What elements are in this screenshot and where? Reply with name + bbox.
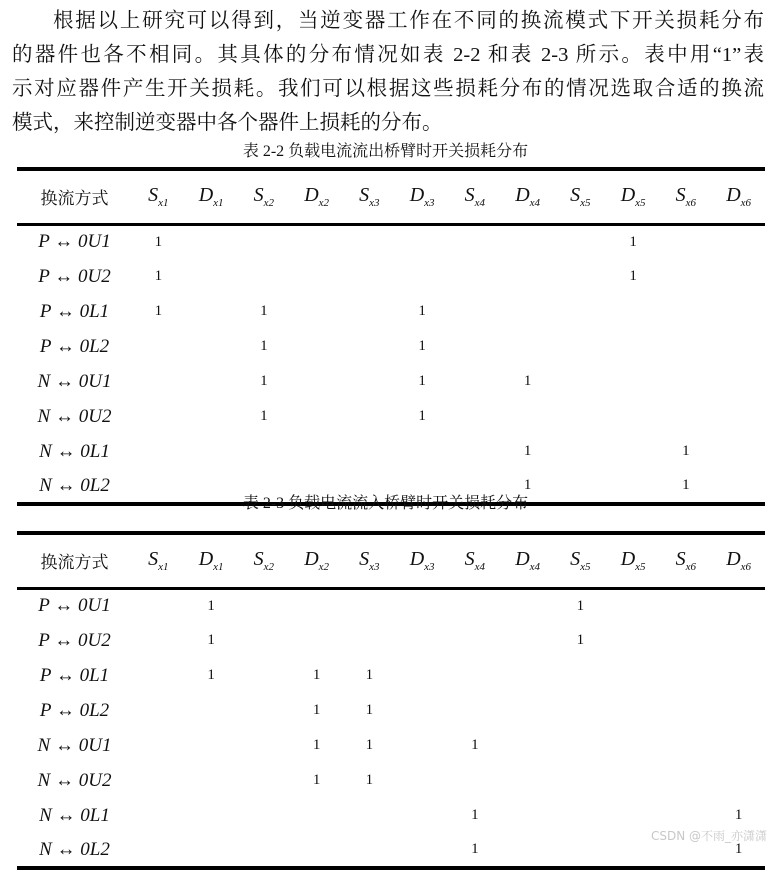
loss-cell <box>185 364 238 399</box>
loss-cell: 1 <box>734 841 743 857</box>
loss-cell <box>501 399 554 434</box>
loss-cell <box>554 693 607 728</box>
body-paragraph <box>12 4 764 140</box>
loss-cell <box>185 434 238 469</box>
loss-cell <box>449 364 502 399</box>
loss-cell <box>501 728 554 763</box>
header-device <box>185 169 238 224</box>
loss-cell <box>343 364 396 399</box>
loss-cell <box>132 399 185 434</box>
loss-cell <box>554 798 607 833</box>
device-subscript: x3 <box>424 197 435 210</box>
loss-cell <box>238 798 291 833</box>
loss-cell: 1 <box>260 408 268 424</box>
loss-cell: 1 <box>471 841 479 857</box>
mode-label: P ↔ 0L2 <box>39 699 110 721</box>
mode-label: N ↔ 0L1 <box>39 804 110 826</box>
loss-cell <box>712 224 765 259</box>
loss-cell <box>660 399 713 434</box>
loss-cell <box>501 259 554 294</box>
table-row <box>17 763 765 798</box>
loss-cell <box>132 658 185 693</box>
loss-cell <box>660 364 713 399</box>
header-device <box>449 533 502 588</box>
header-device <box>132 169 185 224</box>
loss-cell <box>396 798 449 833</box>
loss-cell: 1 <box>312 702 321 718</box>
header-device <box>132 533 185 588</box>
loss-cell <box>501 329 554 364</box>
watermark: CSDN @不雨_亦潇潇 <box>650 829 767 843</box>
loss-cell <box>238 623 291 658</box>
device-symbol: D <box>198 548 214 571</box>
device-symbol: S <box>464 548 475 571</box>
loss-cell: 1 <box>682 477 690 493</box>
loss-cell: 1 <box>629 233 637 250</box>
loss-cell <box>396 224 449 259</box>
loss-cell <box>343 399 396 434</box>
mode-label: N ↔ 0U1 <box>37 734 112 756</box>
loss-cell <box>554 833 607 868</box>
loss-cell: 1 <box>260 373 268 389</box>
device-subscript: x2 <box>263 197 275 210</box>
loss-cell: 1 <box>365 772 374 788</box>
loss-cell <box>660 224 713 259</box>
table-2-2 <box>17 167 765 506</box>
loss-cell <box>132 728 185 763</box>
loss-cell <box>185 833 238 868</box>
header-device <box>607 169 660 224</box>
loss-cell: 1 <box>576 632 585 648</box>
header-device <box>238 533 291 588</box>
loss-cell <box>449 763 502 798</box>
header-device <box>185 533 238 588</box>
loss-cell <box>607 329 660 364</box>
loss-cell <box>449 434 502 469</box>
device-subscript: x1 <box>158 197 169 210</box>
device-symbol: S <box>359 548 370 571</box>
device-symbol: D <box>620 184 636 207</box>
loss-cell <box>501 798 554 833</box>
loss-cell: 1 <box>418 373 426 389</box>
table-row <box>17 728 765 763</box>
device-subscript: x2 <box>263 561 275 574</box>
loss-cell <box>343 588 396 623</box>
mode-label: P ↔ 0U1 <box>38 231 111 253</box>
loss-cell <box>554 763 607 798</box>
loss-cell <box>607 434 660 469</box>
device-symbol: S <box>675 548 686 571</box>
loss-cell <box>660 259 713 294</box>
loss-cell <box>396 833 449 868</box>
table-2-3 <box>17 531 765 870</box>
loss-cell <box>396 434 449 469</box>
paragraph-line: 示对应器件产生开关损耗。我们可以根据这些损耗分布的情况选取合适的换流 <box>12 78 764 100</box>
loss-cell <box>712 763 765 798</box>
header-device <box>660 533 713 588</box>
loss-cell <box>712 693 765 728</box>
loss-cell <box>396 693 449 728</box>
device-symbol: S <box>570 184 581 207</box>
device-subscript: x3 <box>369 561 380 574</box>
device-symbol: D <box>620 548 636 571</box>
loss-cell <box>660 658 713 693</box>
loss-cell: 1 <box>576 597 585 614</box>
loss-cell <box>343 259 396 294</box>
loss-cell <box>132 329 185 364</box>
device-symbol: D <box>515 184 530 207</box>
loss-cell <box>660 294 713 329</box>
loss-cell <box>607 658 660 693</box>
loss-cell <box>238 728 291 763</box>
loss-cell: 1 <box>207 632 215 648</box>
device-symbol: D <box>304 184 319 207</box>
loss-cell <box>343 798 396 833</box>
loss-cell <box>449 658 502 693</box>
table-row <box>17 588 765 623</box>
loss-cell <box>185 798 238 833</box>
mode-label: P ↔ 0L1 <box>39 664 110 686</box>
table-row <box>17 399 765 434</box>
device-subscript: x5 <box>580 561 591 574</box>
loss-cell <box>185 224 238 259</box>
loss-cell <box>396 588 449 623</box>
loss-cell <box>132 763 185 798</box>
loss-cell <box>712 259 765 294</box>
header-device <box>396 533 449 588</box>
header-row <box>17 533 765 588</box>
loss-cell <box>607 623 660 658</box>
loss-cell <box>449 329 502 364</box>
loss-cell <box>501 294 554 329</box>
loss-cell <box>290 833 343 868</box>
loss-cell <box>185 399 238 434</box>
device-subscript: x4 <box>474 561 486 574</box>
loss-cell <box>660 693 713 728</box>
device-subscript: x5 <box>635 197 646 210</box>
table-2-2-caption: 表 2-2 负载电流流出桥臂时开关损耗分布 <box>242 143 529 160</box>
loss-cell <box>396 728 449 763</box>
header-device <box>554 169 607 224</box>
loss-cell <box>501 763 554 798</box>
loss-cell <box>660 728 713 763</box>
loss-cell <box>290 294 343 329</box>
loss-cell: 1 <box>471 807 479 823</box>
header-device <box>501 169 554 224</box>
loss-cell <box>607 728 660 763</box>
device-symbol: S <box>570 548 581 571</box>
paragraph-line: 根据以上研究可以得到，当逆变器工作在不同的换流模式下开关损耗分布 <box>53 10 764 32</box>
loss-cell: 1 <box>523 477 532 493</box>
loss-cell <box>185 763 238 798</box>
loss-cell: 1 <box>523 443 532 459</box>
header-device <box>554 533 607 588</box>
header-device <box>660 169 713 224</box>
header-device <box>290 169 343 224</box>
loss-cell: 1 <box>207 667 215 683</box>
loss-cell: 1 <box>418 303 426 319</box>
loss-cell <box>238 259 291 294</box>
header-device <box>238 169 291 224</box>
header-device <box>343 533 396 588</box>
loss-cell <box>185 728 238 763</box>
device-subscript: x6 <box>740 561 752 574</box>
loss-cell <box>238 658 291 693</box>
device-symbol: D <box>198 184 214 207</box>
header-device <box>607 533 660 588</box>
header-device <box>396 169 449 224</box>
device-symbol: D <box>726 548 741 571</box>
mode-label: P ↔ 0L2 <box>39 335 110 357</box>
loss-cell <box>396 763 449 798</box>
loss-cell <box>554 259 607 294</box>
device-subscript: x6 <box>685 561 697 574</box>
loss-cell <box>449 693 502 728</box>
loss-cell <box>712 658 765 693</box>
loss-cell: 1 <box>365 667 374 683</box>
device-subscript: x3 <box>424 561 435 574</box>
loss-cell <box>343 294 396 329</box>
device-subscript: x2 <box>318 561 330 574</box>
loss-cell: 1 <box>207 597 215 614</box>
device-symbol: S <box>253 184 264 207</box>
device-symbol: S <box>148 548 159 571</box>
loss-cell <box>554 658 607 693</box>
loss-cell <box>660 623 713 658</box>
loss-cell <box>238 588 291 623</box>
loss-cell <box>185 693 238 728</box>
loss-cell <box>607 763 660 798</box>
loss-cell <box>449 588 502 623</box>
mode-label: N ↔ 0U2 <box>37 769 112 791</box>
device-symbol: D <box>515 548 530 571</box>
loss-cell <box>290 329 343 364</box>
loss-cell <box>290 259 343 294</box>
loss-cell <box>343 833 396 868</box>
loss-cell <box>712 364 765 399</box>
loss-cell <box>343 329 396 364</box>
device-subscript: x1 <box>213 561 224 574</box>
loss-cell <box>607 399 660 434</box>
device-subscript: x4 <box>529 561 541 574</box>
loss-cell: 1 <box>312 737 321 753</box>
device-subscript: x4 <box>529 197 541 210</box>
loss-cell <box>712 294 765 329</box>
loss-cell <box>132 833 185 868</box>
loss-cell <box>185 259 238 294</box>
loss-cell <box>554 224 607 259</box>
loss-cell <box>449 623 502 658</box>
loss-cell: 1 <box>682 443 690 459</box>
loss-cell: 1 <box>523 373 532 389</box>
device-subscript: x3 <box>369 197 380 210</box>
loss-cell <box>660 588 713 623</box>
loss-cell <box>554 294 607 329</box>
header-device <box>501 533 554 588</box>
device-symbol: S <box>359 184 370 207</box>
mode-label: N ↔ 0U1 <box>37 370 112 392</box>
loss-cell <box>712 728 765 763</box>
header-row <box>17 169 765 224</box>
loss-cell <box>501 588 554 623</box>
device-symbol: S <box>148 184 159 207</box>
device-subscript: x6 <box>740 197 752 210</box>
loss-cell <box>238 763 291 798</box>
device-symbol: S <box>675 184 686 207</box>
loss-cell: 1 <box>365 702 374 718</box>
loss-cell <box>132 588 185 623</box>
loss-cell <box>712 623 765 658</box>
mode-label: P ↔ 0L1 <box>39 300 110 322</box>
mode-label: P ↔ 0U2 <box>38 265 111 287</box>
header-device <box>343 169 396 224</box>
loss-cell <box>343 623 396 658</box>
loss-cell: 1 <box>260 338 268 354</box>
device-subscript: x1 <box>158 561 169 574</box>
device-symbol: D <box>409 548 425 571</box>
loss-cell <box>132 798 185 833</box>
loss-cell <box>238 224 291 259</box>
loss-cell <box>607 588 660 623</box>
loss-cell: 1 <box>471 737 479 753</box>
device-symbol: D <box>409 184 425 207</box>
mode-label: N ↔ 0L2 <box>39 838 110 860</box>
loss-cell <box>290 399 343 434</box>
loss-cell <box>343 224 396 259</box>
device-subscript: x6 <box>685 197 697 210</box>
loss-cell: 1 <box>418 408 426 424</box>
loss-cell <box>449 224 502 259</box>
loss-cell <box>712 399 765 434</box>
loss-cell <box>607 693 660 728</box>
table-row <box>17 224 765 259</box>
loss-cell <box>554 434 607 469</box>
header-device <box>712 533 765 588</box>
table-row <box>17 259 765 294</box>
loss-cell <box>132 364 185 399</box>
loss-cell <box>501 833 554 868</box>
loss-cell <box>238 833 291 868</box>
loss-cell: 1 <box>418 338 426 354</box>
loss-cell <box>660 329 713 364</box>
loss-cell <box>501 658 554 693</box>
table-row <box>17 364 765 399</box>
table-row <box>17 658 765 693</box>
mode-label: P ↔ 0U2 <box>38 629 111 651</box>
loss-cell <box>290 434 343 469</box>
loss-cell <box>343 434 396 469</box>
paragraph-line: 的器件也各不相同。其具体的分布情况如表 2-2 和表 2-3 所示。表中用“1”表 <box>12 44 764 66</box>
device-symbol: S <box>464 184 475 207</box>
table-row <box>17 623 765 658</box>
loss-cell: 1 <box>312 667 321 683</box>
table-row <box>17 294 765 329</box>
table-row <box>17 329 765 364</box>
loss-cell <box>132 623 185 658</box>
loss-cell <box>185 329 238 364</box>
loss-cell <box>185 294 238 329</box>
device-symbol: D <box>726 184 741 207</box>
loss-cell <box>554 728 607 763</box>
loss-cell <box>290 364 343 399</box>
loss-cell <box>554 329 607 364</box>
loss-cell: 1 <box>154 268 163 284</box>
paragraph-line: 模式，来控制逆变器中各个器件上损耗的分布。 <box>12 112 443 134</box>
loss-cell <box>660 763 713 798</box>
mode-label: N ↔ 0L2 <box>39 474 110 496</box>
table-row <box>17 434 765 469</box>
mode-label: N ↔ 0L1 <box>39 440 110 462</box>
device-symbol: S <box>253 548 264 571</box>
loss-cell: 1 <box>734 807 743 823</box>
loss-cell <box>501 623 554 658</box>
loss-cell: 1 <box>312 772 321 788</box>
loss-cell <box>396 623 449 658</box>
loss-cell: 1 <box>260 303 268 319</box>
loss-cell: 1 <box>629 268 637 284</box>
loss-cell <box>238 693 291 728</box>
header-mode: 换流方式 <box>40 553 109 573</box>
device-subscript: x1 <box>213 197 224 210</box>
loss-cell <box>290 224 343 259</box>
header-device <box>712 169 765 224</box>
loss-cell <box>501 224 554 259</box>
loss-cell <box>607 364 660 399</box>
loss-cell <box>449 399 502 434</box>
device-symbol: D <box>304 548 319 571</box>
loss-cell <box>449 259 502 294</box>
loss-cell <box>554 364 607 399</box>
mode-label: P ↔ 0U1 <box>38 595 111 617</box>
loss-cell <box>396 259 449 294</box>
loss-cell <box>396 658 449 693</box>
loss-cell <box>712 588 765 623</box>
loss-cell <box>132 693 185 728</box>
header-mode: 换流方式 <box>40 189 109 209</box>
loss-cell <box>132 434 185 469</box>
loss-cell <box>290 623 343 658</box>
loss-cell <box>501 693 554 728</box>
loss-cell <box>290 588 343 623</box>
loss-cell: 1 <box>365 737 374 753</box>
table-2-3-caption: 表 2-3 负载电流流入桥臂时开关损耗分布 <box>242 495 529 512</box>
mode-label: N ↔ 0U2 <box>37 405 112 427</box>
loss-cell: 1 <box>154 303 163 319</box>
loss-cell <box>238 434 291 469</box>
header-device <box>449 169 502 224</box>
device-subscript: x4 <box>474 197 486 210</box>
loss-cell <box>712 329 765 364</box>
loss-cell <box>554 399 607 434</box>
loss-cell <box>290 798 343 833</box>
header-device <box>290 533 343 588</box>
loss-cell <box>449 294 502 329</box>
table-row <box>17 693 765 728</box>
loss-cell <box>607 294 660 329</box>
loss-cell <box>712 434 765 469</box>
device-subscript: x5 <box>580 197 591 210</box>
device-subscript: x5 <box>635 561 646 574</box>
device-subscript: x2 <box>318 197 330 210</box>
loss-cell: 1 <box>154 233 163 250</box>
